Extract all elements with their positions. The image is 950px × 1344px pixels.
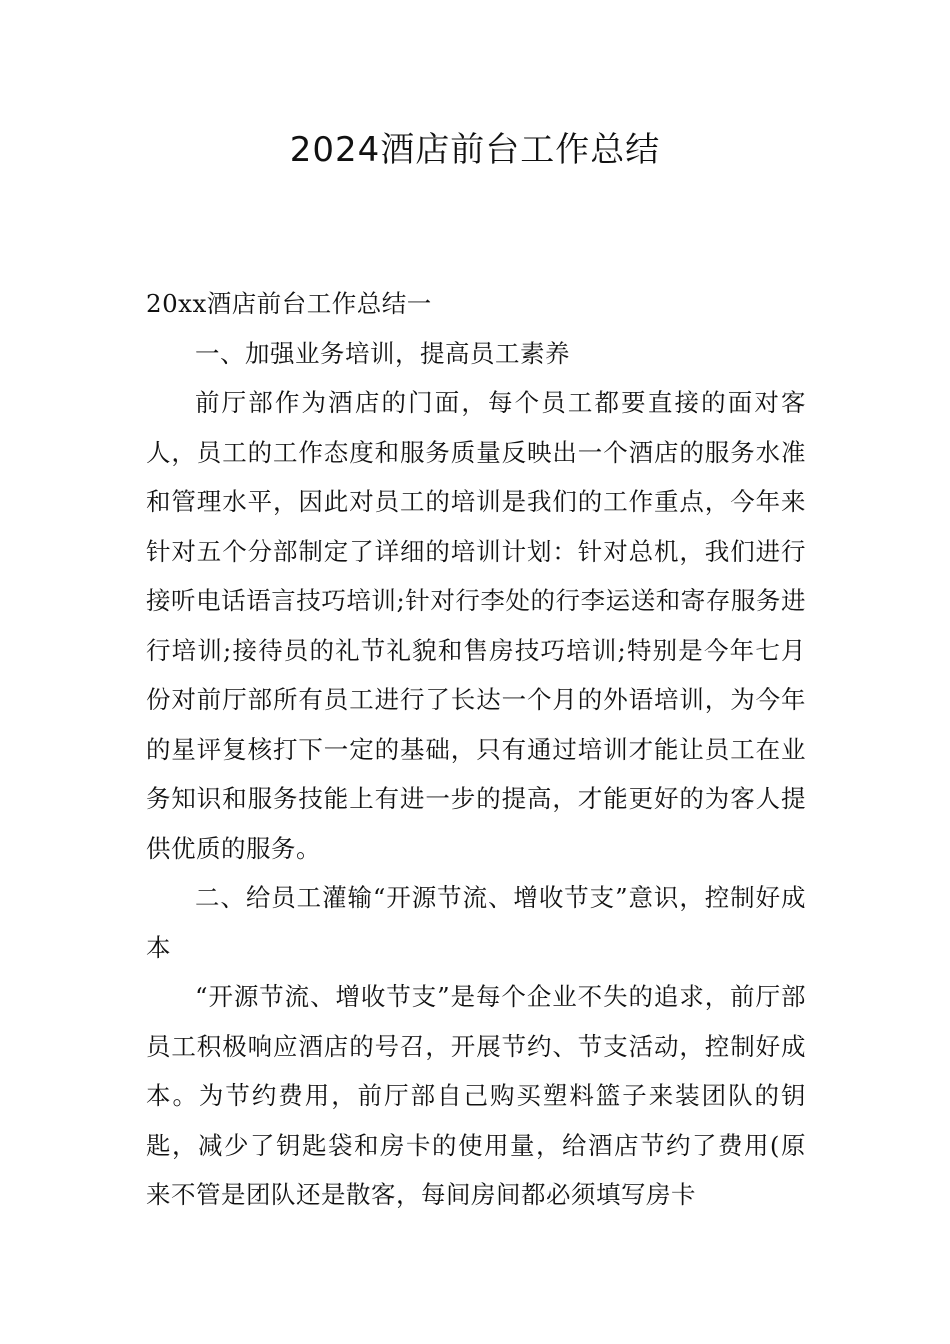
subheading-cost-control: 二、给员工灌输“开源节流、增收节支”意识，控制好成本 [146,883,806,962]
document-body [146,279,806,1220]
section-heading: 20xx酒店前台工作总结一 [146,289,432,318]
paragraph-training: 前厅部作为酒店的门面，每个员工都要直接的面对客人，员工的工作态度和服务质量反映出一个酒店的服务水准和管理水平，因此对员工的培训是我们的工作重点，今年来针对五个分部制定了详细的培训计划：针对总机，我们进行接听电话语言技巧培训;针对行李处的行李运送和寄存服务进行培训;接待员的礼节礼貌和售房技巧培训;特别是今年七月份对前厅部所有员工进行了长达一个月的外语培训，为今年的星评复核打下一定的基础，只有通过培训才能让员工在业务知识和服务技能上有进一步的提高，才能更好的为客人提供优质的服务。 [146,388,806,863]
document-title: 2024酒店前台工作总结 [289,130,661,170]
paragraph-cost-control: “开源节流、增收节支”是每个企业不失的追求，前厅部员工积极响应酒店的号召，开展节约、节支活动，控制好成本。为节约费用，前厅部自己购买塑料篮子来装团队的钥匙，减少了钥匙袋和房卡的使用量，给酒店节约了费用(原来不管是团队还是散客，每间房间都必须填写房卡 [146,982,806,1209]
subheading-training: 一、加强业务培训，提高员工素养 [195,338,570,368]
